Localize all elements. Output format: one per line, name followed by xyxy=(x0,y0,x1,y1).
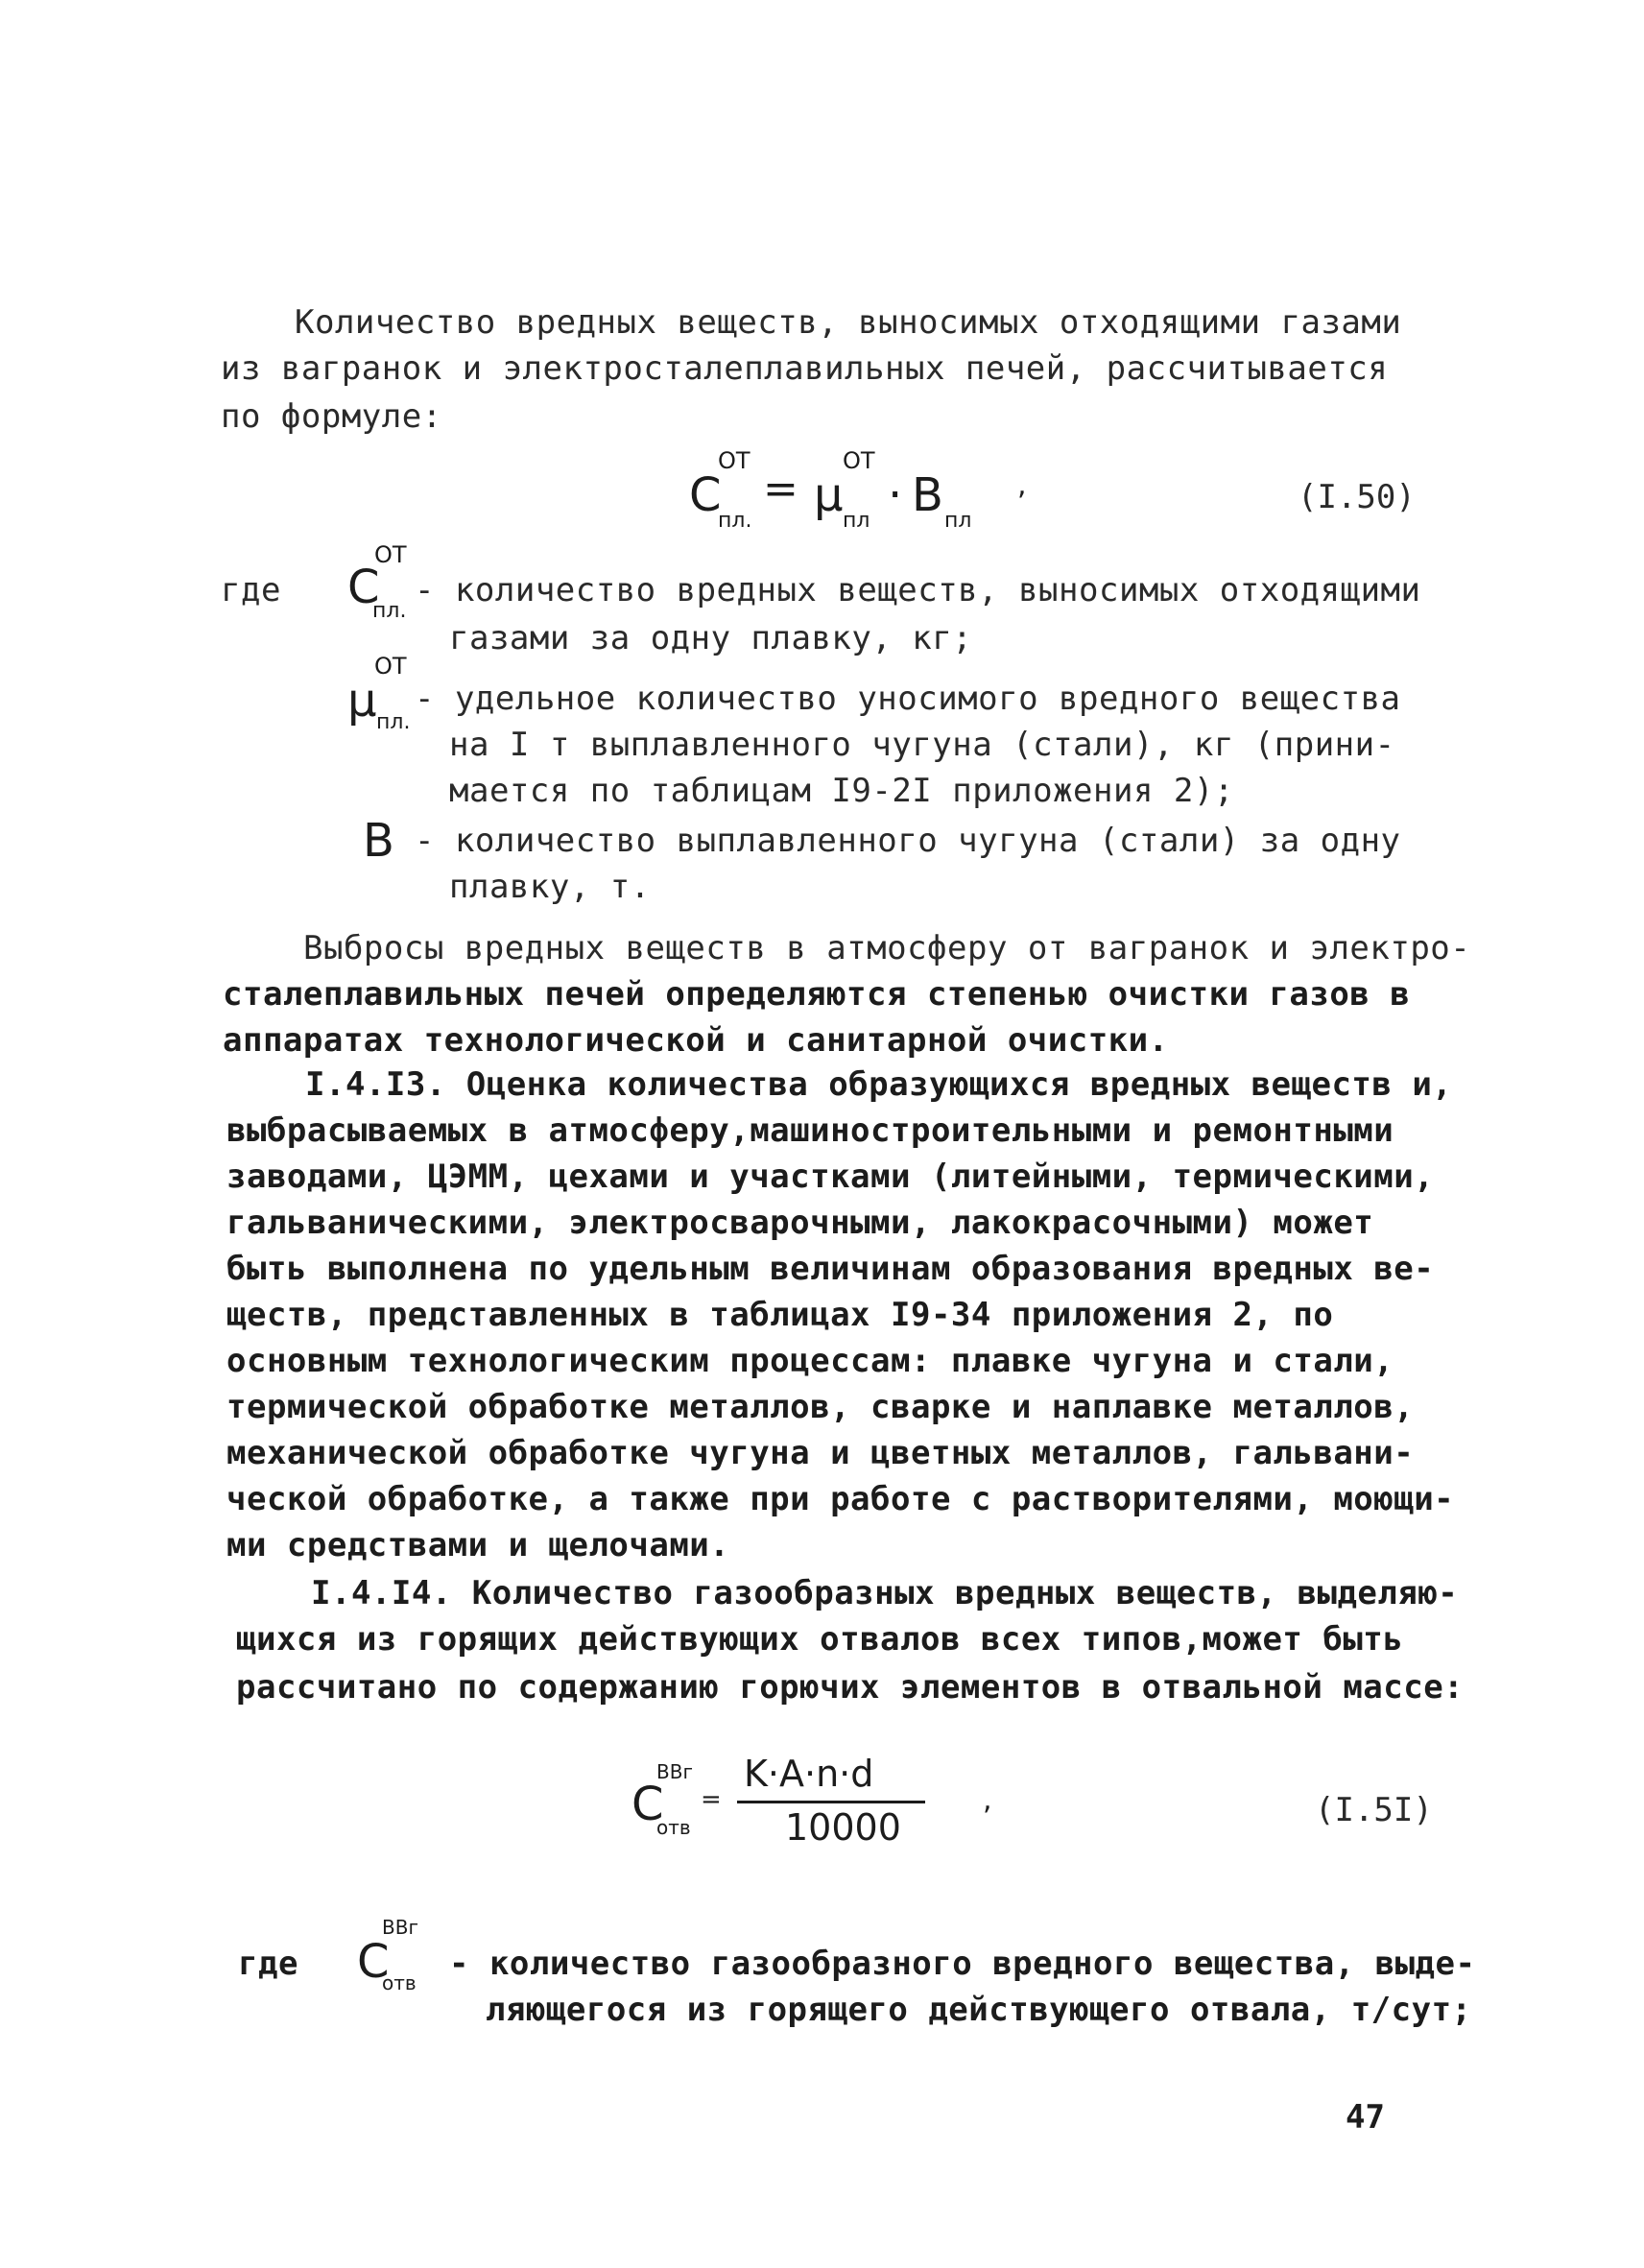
formula1-comma: , xyxy=(1017,468,1027,502)
where1-item0-sup: ОТ xyxy=(374,541,407,568)
where2-sub: отв xyxy=(382,1971,417,1994)
formula1-number: (I.50) xyxy=(1298,478,1416,516)
formula1-rhs-sub: пл xyxy=(944,509,972,533)
para4-line-2: щихся из горящих действующих отвалов всех типов,может быть xyxy=(236,1620,1404,1659)
formula1-lhs: C xyxy=(689,468,722,522)
formula1-mid-sup: ОТ xyxy=(843,447,875,474)
para3-line-5: быть выполнена по удельным величинам образования вредных ве- xyxy=(226,1250,1435,1288)
para3-line-10: ческой обработке, а также при работе с растворителями, моющи- xyxy=(226,1480,1455,1518)
where2-sup: ВВг xyxy=(382,1916,418,1939)
formula1-lhs-sup: ОТ xyxy=(718,447,751,474)
formula1-eq: = xyxy=(763,465,798,513)
para2-line-3: аппаратах технологической и санитарной очистки. xyxy=(223,1021,1169,1060)
para3-line-1: I.4.I3. Оценка количества образующихся вредных веществ и, xyxy=(305,1065,1453,1104)
formula1-mid-sub: пл xyxy=(843,509,870,533)
where1-item2-line1: плавку, т. xyxy=(449,868,651,906)
para2-line-1: Выбросы вредных веществ в атмосферу от вагранок и электро- xyxy=(303,929,1471,967)
formula1-mid: μ xyxy=(814,468,844,522)
page-number: 47 xyxy=(1346,2098,1385,2137)
where1-item0-line0: - количество вредных веществ, выносимых отходящими xyxy=(415,571,1421,609)
formula2-numerator: K·A·n·d xyxy=(744,1753,874,1795)
para3-line-11: ми средствами и щелочами. xyxy=(226,1526,730,1564)
formula2-eq: = xyxy=(701,1785,722,1814)
para3-line-9: механической обработке чугуна и цветных металлов, гальвани- xyxy=(226,1434,1415,1472)
where1-item1-line0: - удельное количество уносимого вредного вещества xyxy=(415,680,1401,718)
where1-item0-line1: газами за одну плавку, кг; xyxy=(449,619,973,657)
formula1-dot: · xyxy=(888,468,903,522)
para3-line-7: основным технологическим процессам: плавке чугуна и стали, xyxy=(226,1342,1394,1380)
where2-line1: ляющегося из горящего действующего отвала, т/сут; xyxy=(486,1991,1472,2029)
formula2-comma: , xyxy=(983,1783,992,1817)
para3-line-2: выбрасываемых в атмосферу,машиностроительными и ремонтными xyxy=(226,1111,1394,1150)
where1-item2-line0: - количество выплавленного чугуна (стали) за одну xyxy=(415,822,1401,860)
where1-item1-sup: ОТ xyxy=(374,653,407,680)
where2-gde: где xyxy=(238,1945,298,1983)
formula2-fraction-bar xyxy=(737,1801,925,1803)
where1-item1-line1: на I т выплавленного чугуна (стали), кг (прини- xyxy=(449,726,1395,764)
intro-line-1: Количество вредных веществ, выносимых отходящими газами xyxy=(295,303,1402,342)
where1-item0-sub: пл. xyxy=(372,599,407,623)
where2-symbol: C xyxy=(357,1935,390,1989)
para3-line-4: гальваническими, электросварочными, лакокрасочными) может xyxy=(226,1204,1374,1242)
where1-item0-symbol: C xyxy=(347,561,380,614)
para3-line-6: ществ, представленных в таблицах I9-34 приложения 2, по xyxy=(226,1296,1334,1334)
formula2-lhs-sup: ВВг xyxy=(656,1760,693,1783)
formula2-lhs-sub: отв xyxy=(656,1816,691,1839)
intro-line-3: по формуле: xyxy=(221,397,442,436)
formula1-lhs-sub: пл. xyxy=(718,509,752,533)
para4-line-1: I.4.I4. Количество газообразных вредных веществ, выделяю- xyxy=(311,1574,1459,1612)
para4-line-3: рассчитано по содержанию горючих элементов в отвальной массе: xyxy=(236,1668,1465,1707)
where1-item1-sub: пл. xyxy=(376,710,411,734)
intro-line-2: из вагранок и электросталеплавильных печей, рассчитывается xyxy=(221,349,1389,388)
para2-line-2: сталеплавильных печей определяются степенью очистки газов в xyxy=(223,975,1411,1014)
para3-line-8: термической обработке металлов, сварке и наплавке металлов, xyxy=(226,1388,1415,1426)
where1-item2-symbol: В xyxy=(363,814,394,868)
formula1-rhs: В xyxy=(912,468,943,522)
formula2-number: (I.5I) xyxy=(1315,1791,1433,1829)
where1-item1-symbol: μ xyxy=(347,674,377,728)
where2-line0: - количество газообразного вредного вещества, выде- xyxy=(449,1945,1476,1983)
where1-gde: где xyxy=(221,571,281,609)
formula2-denominator: 10000 xyxy=(785,1806,901,1849)
para3-line-3: заводами, ЦЭММ, цехами и участками (литейными, термическими, xyxy=(226,1158,1435,1196)
where1-item1-line2: мается по таблицам I9-2I приложения 2); xyxy=(449,772,1234,810)
formula2-lhs: C xyxy=(631,1778,664,1831)
